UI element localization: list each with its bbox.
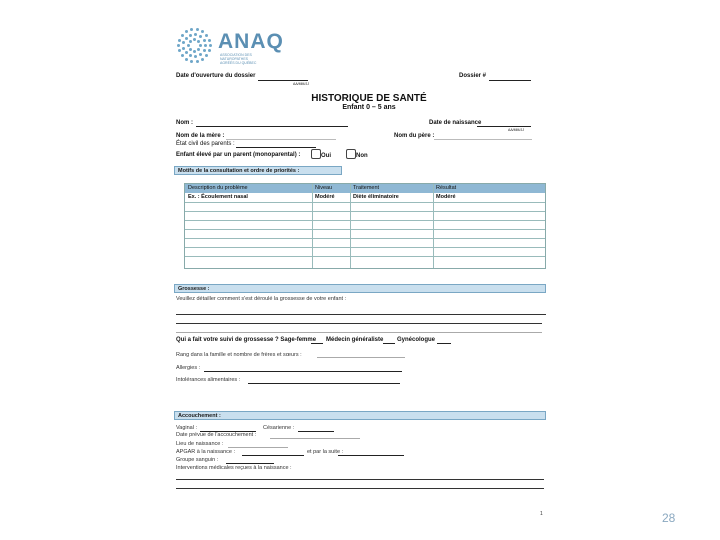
apgar-after-field[interactable] (338, 455, 404, 456)
column-level: Niveau (315, 185, 333, 191)
civil-status-label: État civil des parents : (176, 141, 235, 147)
table-row-example-result: Modéré (436, 194, 456, 200)
logo-dot (194, 55, 197, 58)
interventions-answer-line[interactable] (176, 488, 544, 489)
column-description: Description du problème (188, 185, 248, 191)
logo-dot (196, 60, 199, 63)
followup-doctor-label: Médecin généraliste (326, 337, 384, 343)
blood-group-label: Groupe sanguin : (176, 457, 219, 463)
interventions-label: Interventions médicales reçues à la naissance : (176, 465, 292, 471)
logo-dot (190, 60, 193, 63)
logo-dot (208, 49, 211, 52)
logo-dot (189, 40, 192, 43)
page-number: 1 (540, 511, 543, 517)
opening-date-field[interactable] (258, 80, 308, 81)
birthdate-field[interactable] (477, 126, 531, 127)
mother-label: Nom de la mère : (176, 133, 225, 139)
logo-dot (178, 49, 181, 52)
rank-field[interactable] (317, 357, 405, 358)
logo-dot (185, 58, 188, 61)
logo-dot (201, 30, 204, 33)
single-parent-yes-checkbox[interactable] (311, 149, 321, 159)
logo-dot (203, 49, 206, 52)
opening-date-format: AA/MM/JJ (293, 82, 309, 86)
page-subtitle: Enfant 0 – 5 ans (342, 104, 396, 111)
cesarean-field[interactable] (298, 431, 334, 432)
civil-status-field[interactable] (236, 147, 316, 148)
birthplace-label: Lieu de naissance : (176, 441, 224, 447)
table-row-example-treatment: Diète éliminatoire (353, 194, 399, 200)
table-row-example-description: Ex. : Écoulement nasal (188, 194, 248, 200)
logo-dot (201, 58, 204, 61)
rank-label: Rang dans la famille et nombre de frères et sœurs : (176, 352, 302, 358)
logo-subtitle: ASSOCIATION DES NATUROPATHES AGRÉÉS DU QUÉBEC (220, 53, 257, 65)
logo-dot (178, 39, 181, 42)
logo-dot (189, 34, 192, 37)
logo-dot (185, 30, 188, 33)
interventions-answer-line[interactable] (176, 479, 544, 480)
followup-gyneco-field[interactable] (437, 343, 451, 344)
followup-gyneco-label: Gynécologue (397, 337, 436, 343)
file-number-field[interactable] (489, 80, 531, 81)
birthplace-field[interactable] (228, 447, 288, 448)
vaginal-label: Vaginal : (176, 425, 197, 431)
logo-dot (189, 54, 192, 57)
name-field[interactable] (196, 126, 348, 127)
logo-dot (185, 51, 188, 54)
mother-field[interactable] (226, 139, 336, 140)
single-parent-no-checkbox[interactable] (346, 149, 356, 159)
pregnancy-answer-line[interactable] (176, 332, 542, 333)
logo-dot (205, 54, 208, 57)
yes-label: Oui (321, 153, 331, 159)
logo-dot (182, 41, 185, 44)
due-date-label: Date prévue de l'accouchement : (176, 432, 257, 438)
logo-dot (199, 35, 202, 38)
apgar-after-label: et par la suite : (307, 449, 344, 455)
pregnancy-section-header: Grossesse : (174, 284, 546, 293)
logo-dot (199, 53, 202, 56)
logo-dot (199, 44, 202, 47)
intolerances-field[interactable] (248, 383, 400, 384)
intolerances-label: Intolérances alimentaires : (176, 377, 241, 383)
single-parent-label: Enfant élevé par un parent (monoparental) : (176, 152, 301, 158)
logo-dot (205, 34, 208, 37)
reasons-table (184, 183, 546, 269)
apgar-label: APGAR à la naissance : (176, 449, 236, 455)
logo-dot (197, 40, 200, 43)
reasons-section-header: Motifs de la consultation et ordre de priorités : (174, 166, 342, 175)
allergies-field[interactable] (204, 371, 402, 372)
logo-dot (197, 48, 200, 51)
no-label: Non (356, 153, 368, 159)
followup-midwife-field[interactable] (311, 343, 323, 344)
logo-dot (203, 39, 206, 42)
logo-dot (189, 48, 192, 51)
delivery-section-header: Accouchement : (174, 411, 546, 420)
logo-name: ANAQ (218, 30, 284, 53)
cesarean-label: Césarienne : (263, 425, 295, 431)
father-label: Nom du père : (394, 133, 435, 139)
blood-group-field[interactable] (226, 463, 274, 464)
column-treatment: Traitement (353, 185, 380, 191)
column-result: Résultat (436, 185, 457, 191)
table-row-example-level: Modéré (315, 194, 335, 200)
followup-doctor-field[interactable] (383, 343, 395, 344)
logo-dot (208, 39, 211, 42)
slide-number: 28 (662, 511, 676, 525)
followup-label: Qui a fait votre suivi de grossesse ? Sage-femme (176, 337, 317, 343)
father-field[interactable] (434, 139, 532, 140)
logo-dot (196, 28, 199, 31)
logo-dot (177, 44, 180, 47)
name-label: Nom : (176, 120, 193, 126)
logo-dot (185, 37, 188, 40)
logo-dot (181, 34, 184, 37)
file-number-label: Dossier # (459, 73, 487, 79)
logo-dot (190, 28, 193, 31)
logo-dot (193, 50, 196, 53)
birthdate-label: Date de naissance (429, 120, 482, 126)
allergies-label: Allergies : (176, 365, 201, 371)
logo-dot (194, 33, 197, 36)
logo-dot (182, 47, 185, 50)
pregnancy-question: Veuillez détailler comment s'est déroulé la grossesse de votre enfant : (176, 296, 347, 302)
birthdate-format: AA/MM/JJ (508, 128, 524, 132)
pregnancy-answer-line[interactable] (176, 314, 546, 315)
opening-date-label: Date d'ouverture du dossier (176, 73, 256, 79)
logo-dot (209, 44, 212, 47)
pregnancy-answer-line[interactable] (176, 323, 542, 324)
apgar-field[interactable] (242, 455, 304, 456)
logo-dot (193, 38, 196, 41)
logo-dot (187, 44, 190, 47)
page-title: HISTORIQUE DE SANTÉ (311, 93, 427, 104)
due-date-field[interactable] (270, 438, 360, 439)
logo-dot (181, 54, 184, 57)
logo-dot (204, 44, 207, 47)
anaq-logo-icon (176, 27, 212, 63)
